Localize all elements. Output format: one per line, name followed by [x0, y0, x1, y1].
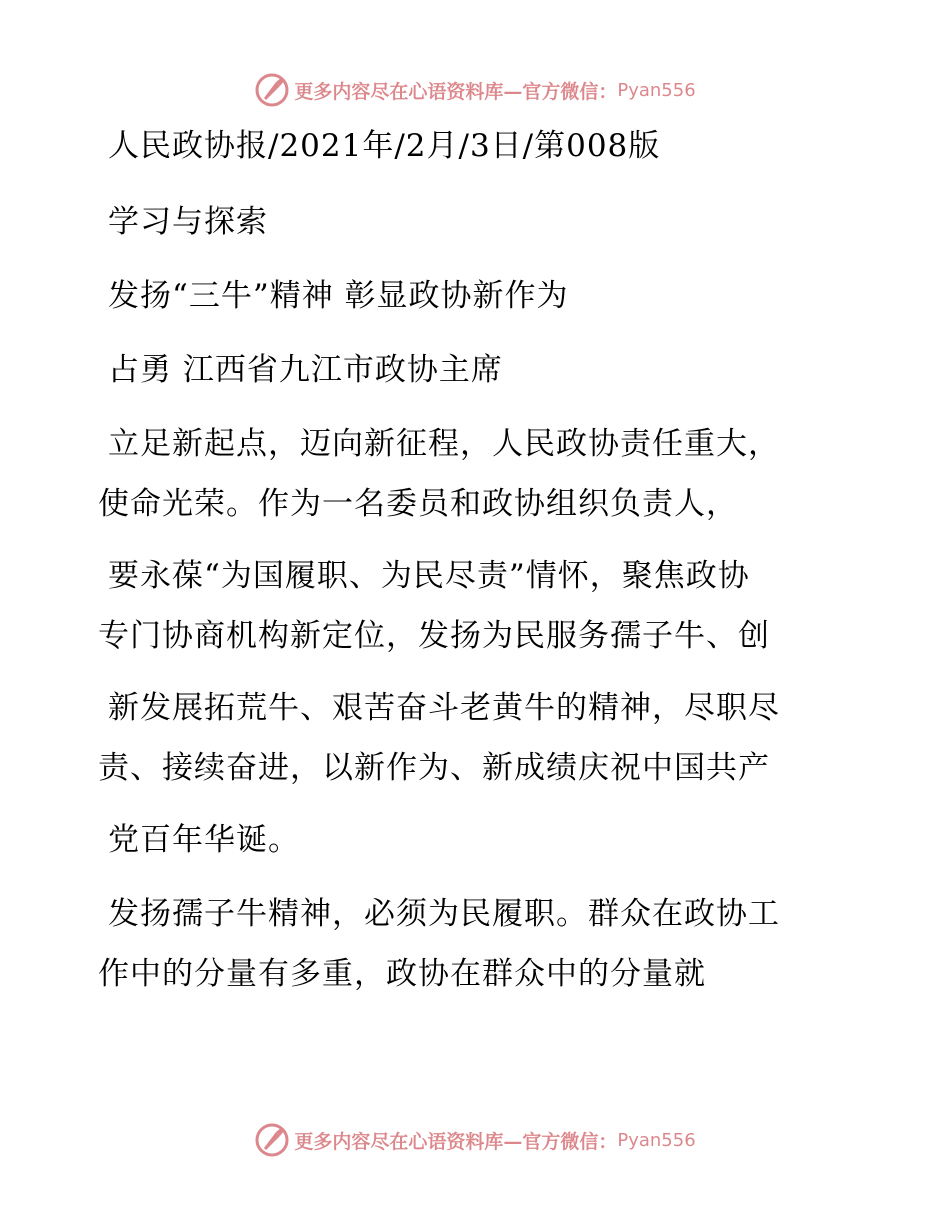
watermark-text: 更多内容尽在心语资料库—官方微信：	[294, 80, 618, 103]
paragraph-line: 专门协商机构新定位，发扬为民服务孺子牛、创	[98, 618, 770, 654]
paragraph-line: 要永葆“为国履职、为民尽责”情怀，聚焦政协	[108, 558, 750, 594]
pen-nib-logo-icon	[254, 1122, 290, 1158]
watermark-contact: Pyan556	[617, 79, 696, 101]
paragraph-line: 新发展拓荒牛、艰苦奋斗老黄牛的精神，尽职尽	[108, 690, 780, 726]
source-line: 人民政协报/2021年/2月/3日/第008版	[108, 128, 661, 164]
paragraph-line: 责、接续奋进，以新作为、新成绩庆祝中国共产	[98, 750, 770, 786]
article-byline: 占勇 江西省九江市政协主席	[108, 352, 503, 388]
paragraph-line: 立足新起点，迈向新征程，人民政协责任重大，	[108, 426, 780, 462]
paragraph-line: 作中的分量有多重，政协在群众中的分量就	[98, 956, 706, 992]
watermark-text: 更多内容尽在心语资料库—官方微信：	[294, 1130, 618, 1153]
section-label: 学习与探索	[108, 204, 268, 240]
paragraph-line: 党百年华诞。	[108, 822, 300, 858]
paragraph-line: 发扬孺子牛精神，必须为民履职。群众在政协工	[108, 896, 780, 932]
watermark-contact: Pyan556	[617, 1129, 696, 1151]
watermark-footer	[0, 1120, 950, 1160]
paragraph-line: 使命光荣。作为一名委员和政协组织负责人，	[98, 486, 738, 522]
article-title: 发扬“三牛”精神 彰显政协新作为	[108, 278, 569, 314]
